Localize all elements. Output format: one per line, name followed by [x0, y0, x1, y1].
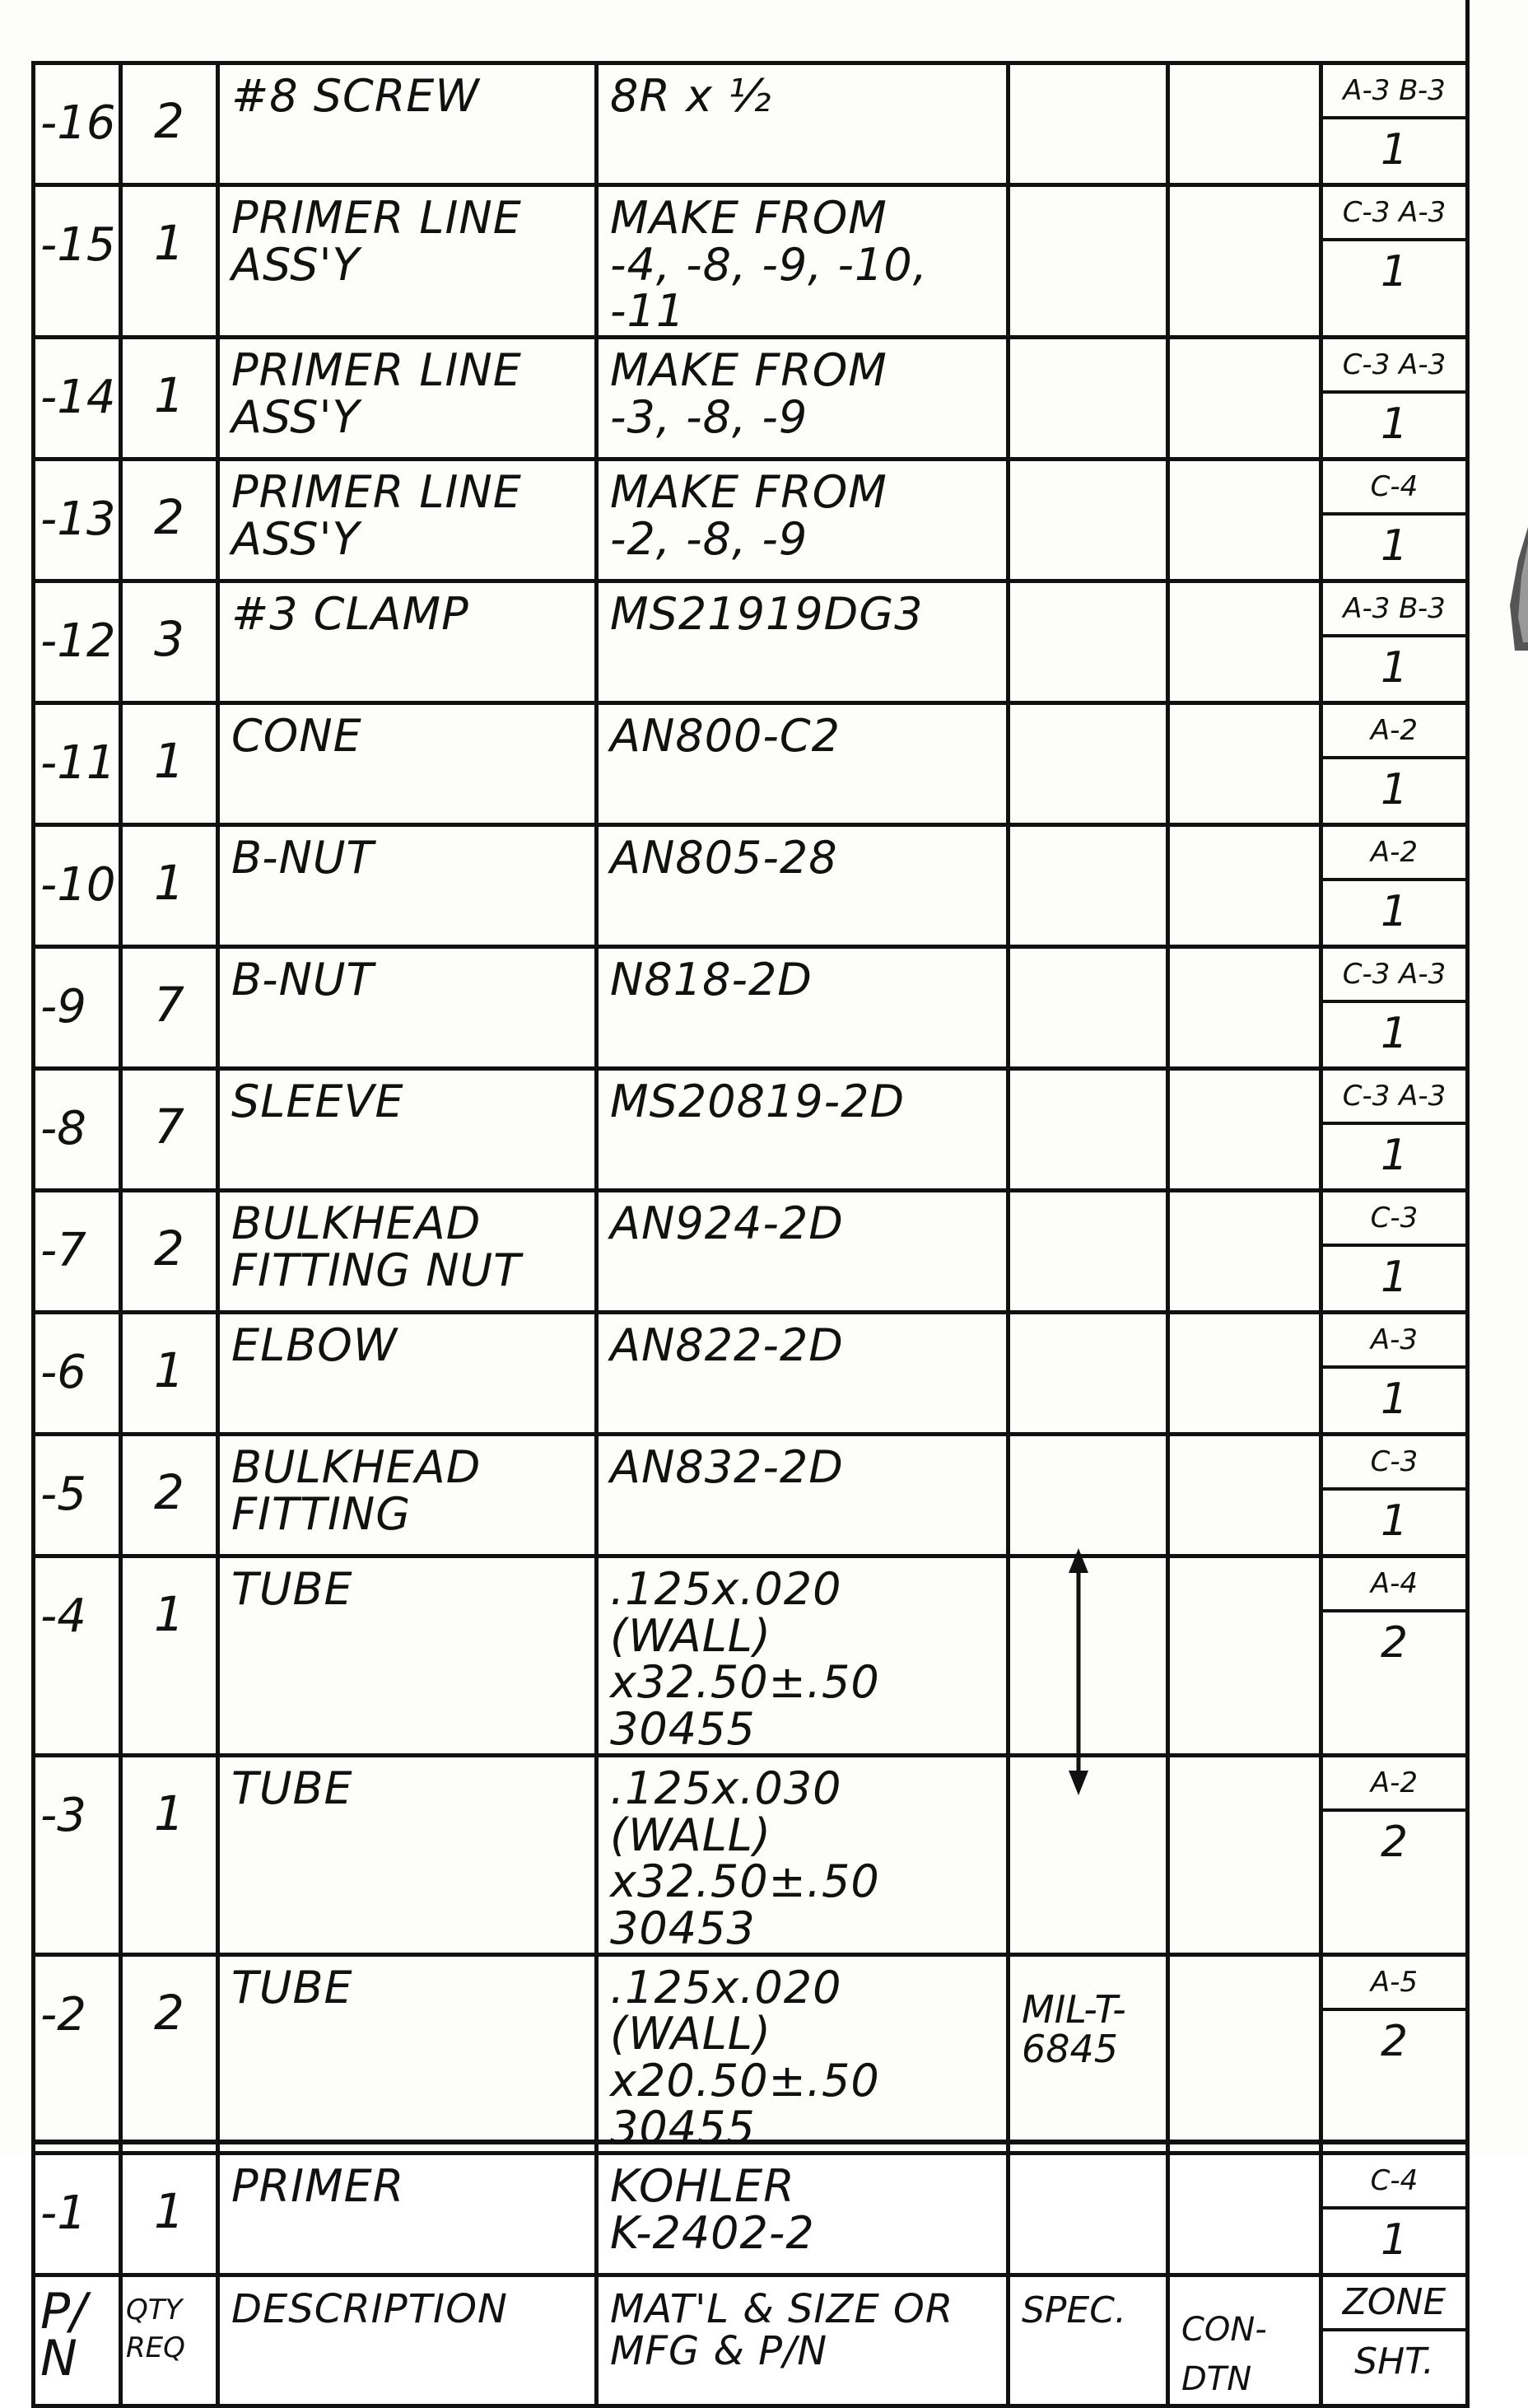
header-sheet-text: SHT.: [1354, 2340, 1434, 2383]
quantity-cell: [121, 581, 218, 703]
quantity-cell-text: 1: [154, 1342, 184, 1399]
spec-cell-text: MIL-T- 6845: [1022, 1986, 1126, 2071]
title-block-border: [31, 2140, 1465, 2159]
description-cell: [218, 1313, 597, 1435]
quantity-cell-text: 1: [154, 367, 184, 424]
description-cell: [218, 1556, 597, 1756]
spec-cell: [1009, 703, 1168, 825]
description-cell: [218, 1191, 597, 1313]
condition-cell-text: [1170, 583, 1319, 591]
part-number-cell: [34, 1954, 121, 2154]
description-cell: [218, 185, 597, 338]
condition-cell: [1168, 460, 1321, 581]
part-number-cell: [34, 1191, 121, 1313]
quantity-cell-text: 2: [154, 1984, 184, 2041]
sheet-text: 1: [1380, 887, 1409, 937]
material-cell-text: AN800-C2: [610, 710, 841, 763]
torn-paper-fragment: [1507, 527, 1528, 651]
table-row: [34, 1755, 1468, 1954]
material-cell: [597, 1435, 1009, 1556]
sheet-text: 1: [1380, 1009, 1409, 1059]
header-condition-text: CON- DTN: [1181, 2311, 1267, 2399]
material-cell: [597, 1313, 1009, 1435]
quantity-cell: [121, 63, 218, 185]
part-number-cell: [34, 1755, 121, 1954]
zone-sheet-cell: [1321, 825, 1468, 947]
spec-cell-text: [1010, 1192, 1166, 1225]
sheet-text: 1: [1380, 1374, 1409, 1425]
sheet-text: 1: [1380, 125, 1409, 175]
description-cell: [218, 581, 597, 703]
spec-cell-text: [1010, 187, 1166, 220]
sheet-text: 1: [1380, 765, 1409, 815]
condition-cell: [1168, 185, 1321, 338]
description-cell: [218, 947, 597, 1069]
quantity-cell-text: 2: [154, 1220, 184, 1277]
condition-cell-text: [1170, 1558, 1319, 1566]
quantity-cell: [121, 2154, 218, 2275]
material-cell: [597, 338, 1009, 460]
zone-sheet-cell: [1321, 1954, 1468, 2154]
zone-text: C-3 A-3: [1323, 339, 1465, 394]
material-cell-text: AN832-2D: [610, 1441, 844, 1494]
sheet-text: 1: [1380, 643, 1409, 693]
table-row: [34, 825, 1468, 947]
zone-text: A-3: [1323, 1314, 1465, 1369]
material-cell: [597, 1556, 1009, 1756]
part-number-cell-text: -4: [40, 1589, 86, 1644]
material-cell: [597, 63, 1009, 185]
part-number-cell-text: -12: [40, 614, 116, 669]
column-header-row: [34, 2275, 1468, 2406]
material-cell-text: AN822-2D: [610, 1319, 844, 1372]
material-cell: [597, 825, 1009, 947]
description-cell: [218, 825, 597, 947]
table-row: [34, 2154, 1468, 2275]
description-cell: [218, 1755, 597, 1954]
spec-cell: [1009, 1069, 1168, 1191]
description-cell-text: PRIMER LINE ASS'Y: [231, 192, 522, 291]
condition-cell: [1168, 2154, 1321, 2275]
sheet-text: 2: [1380, 1817, 1409, 1867]
sheet-text: 1: [1380, 1253, 1409, 1303]
table-row: [34, 1313, 1468, 1435]
zone-text: C-3: [1323, 1436, 1465, 1491]
zone-sheet-cell: [1321, 703, 1468, 825]
material-cell: [597, 947, 1009, 1069]
part-number-cell-text: -6: [40, 1346, 86, 1400]
zone-text: A-2: [1323, 1757, 1465, 1812]
part-number-cell-text: -1: [40, 2186, 86, 2241]
quantity-cell: [121, 338, 218, 460]
material-cell-text: .125x.030 (WALL) x32.50±.50 30453: [610, 1762, 880, 1954]
part-number-cell-text: -5: [40, 1468, 86, 1522]
material-cell: [597, 1069, 1009, 1191]
condition-cell-text: [1170, 1314, 1319, 1323]
condition-cell-text: [1170, 1192, 1319, 1201]
material-cell-text: MAKE FROM -4, -8, -9, -10, -11: [610, 192, 928, 338]
quantity-cell-text: 7: [154, 977, 184, 1034]
sheet-edge-rule: [1465, 0, 1470, 2154]
spec-cell-text: [1010, 461, 1166, 494]
quantity-cell: [121, 703, 218, 825]
spec-cell-text: [1010, 827, 1166, 860]
zone-sheet-cell: [1321, 1556, 1468, 1756]
quantity-cell-text: 2: [154, 489, 184, 546]
part-number-cell-text: -16: [40, 96, 116, 150]
description-cell: [218, 1069, 597, 1191]
spec-cell: [1009, 63, 1168, 185]
zone-sheet-cell: [1321, 338, 1468, 460]
quantity-cell-text: 2: [154, 1464, 184, 1521]
double-arrow-icon: [1062, 1548, 1095, 1795]
material-cell: [597, 703, 1009, 825]
quantity-cell: [121, 1069, 218, 1191]
zone-text: A-3 B-3: [1323, 583, 1465, 637]
description-cell-text: PRIMER LINE ASS'Y: [231, 466, 522, 565]
quantity-cell: [121, 1191, 218, 1313]
header-condition: [1168, 2275, 1321, 2406]
condition-cell: [1168, 1313, 1321, 1435]
quantity-cell: [121, 1435, 218, 1556]
quantity-cell-text: 1: [154, 1586, 184, 1643]
zone-text: C-4: [1323, 461, 1465, 516]
part-number-cell: [34, 1313, 121, 1435]
header-description: [218, 2275, 597, 2406]
table-row: [34, 1954, 1468, 2154]
condition-cell-text: [1170, 1757, 1319, 1766]
condition-cell: [1168, 581, 1321, 703]
condition-cell: [1168, 1435, 1321, 1556]
spec-cell: [1009, 1313, 1168, 1435]
zone-sheet-cell: [1321, 185, 1468, 338]
quantity-cell: [121, 460, 218, 581]
material-cell: [597, 460, 1009, 581]
zone-text: C-4: [1323, 2155, 1465, 2210]
condition-cell-text: [1170, 65, 1319, 73]
header-spec: [1009, 2275, 1168, 2406]
part-number-cell-text: -9: [40, 980, 86, 1034]
condition-cell-text: [1170, 949, 1319, 957]
part-number-cell: [34, 2154, 121, 2275]
material-cell-text: MAKE FROM -2, -8, -9: [610, 466, 887, 565]
header-spec-text: SPEC.: [1022, 2289, 1126, 2332]
table-row: [34, 581, 1468, 703]
part-number-cell-text: -13: [40, 492, 116, 547]
spec-cell-text: [1010, 1314, 1166, 1347]
spec-cell: [1009, 581, 1168, 703]
quantity-cell: [121, 947, 218, 1069]
quantity-cell-text: 2: [154, 93, 184, 149]
description-cell-text: ELBOW: [231, 1319, 398, 1372]
condition-cell-text: [1170, 339, 1319, 348]
spec-cell-text: [1010, 949, 1166, 982]
description-cell-text: CONE: [231, 710, 362, 763]
material-cell: [597, 2154, 1009, 2275]
part-number-cell: [34, 460, 121, 581]
condition-cell-text: [1170, 827, 1319, 835]
sheet-text: 2: [1380, 1618, 1409, 1668]
condition-cell: [1168, 63, 1321, 185]
description-cell: [218, 63, 597, 185]
part-number-cell: [34, 63, 121, 185]
spec-cell-text: [1010, 2155, 1166, 2188]
description-cell-text: #8 SCREW: [231, 70, 480, 122]
header-zone-sheet-cell: [1321, 2275, 1468, 2406]
spec-cell: [1009, 185, 1168, 338]
part-number-cell: [34, 703, 121, 825]
table-row: [34, 1069, 1468, 1191]
spec-cell-text: [1010, 1436, 1166, 1469]
quantity-cell: [121, 1556, 218, 1756]
table-row: [34, 185, 1468, 338]
sheet-text: 1: [1380, 399, 1409, 450]
description-cell: [218, 1954, 597, 2154]
part-number-cell: [34, 1069, 121, 1191]
zone-sheet-cell: [1321, 1435, 1468, 1556]
zone-text: A-3 B-3: [1323, 65, 1465, 119]
quantity-cell: [121, 1755, 218, 1954]
bom-body: [34, 63, 1468, 2406]
part-number-cell: [34, 1556, 121, 1756]
material-cell-text: MAKE FROM -3, -8, -9: [610, 344, 887, 443]
material-cell-text: AN805-28: [610, 832, 838, 884]
material-cell: [597, 185, 1009, 338]
part-number-cell-text: -2: [40, 1987, 86, 2042]
spec-cell-text: [1010, 339, 1166, 372]
description-cell: [218, 338, 597, 460]
table-row: [34, 947, 1468, 1069]
material-cell-text: .125x.020 (WALL) x20.50±.50 30455: [610, 1961, 880, 2154]
material-cell-text: MS20819-2D: [610, 1076, 906, 1128]
quantity-cell: [121, 825, 218, 947]
condition-cell: [1168, 1191, 1321, 1313]
quantity-cell-text: 7: [154, 1099, 184, 1155]
sheet-text: 1: [1380, 1131, 1409, 1181]
table-row: [34, 460, 1468, 581]
part-number-cell: [34, 185, 121, 338]
part-number-cell: [34, 581, 121, 703]
material-cell-text: KOHLER K-2402-2: [610, 2160, 815, 2259]
condition-cell: [1168, 1069, 1321, 1191]
sheet-text: 1: [1380, 1496, 1409, 1547]
quantity-cell-text: 1: [154, 1785, 184, 1841]
condition-cell-text: [1170, 187, 1319, 195]
zone-text: A-5: [1323, 1957, 1465, 2011]
part-number-cell: [34, 947, 121, 1069]
spec-cell: [1009, 1954, 1168, 2154]
description-cell-text: BULKHEAD FITTING NUT: [231, 1197, 522, 1296]
part-number-cell-text: -10: [40, 858, 116, 912]
quantity-cell-text: 1: [154, 2183, 184, 2240]
header-zone-text: ZONE: [1323, 2277, 1465, 2331]
material-cell-text: 8R x ½: [610, 70, 772, 122]
part-number-cell-text: -11: [40, 736, 116, 791]
spec-cell: [1009, 460, 1168, 581]
quantity-cell-text: 1: [154, 855, 184, 912]
part-number-cell-text: -15: [40, 218, 116, 272]
header-part-number: [34, 2275, 121, 2406]
zone-text: A-4: [1323, 1558, 1465, 1612]
description-cell: [218, 460, 597, 581]
part-number-cell-text: -8: [40, 1102, 86, 1156]
material-cell-text: .125x.020 (WALL) x32.50±.50 30455: [610, 1563, 880, 1756]
zone-text: C-3 A-3: [1323, 1071, 1465, 1125]
part-number-cell-text: -3: [40, 1788, 86, 1842]
header-material: [597, 2275, 1009, 2406]
zone-sheet-cell: [1321, 1069, 1468, 1191]
zone-sheet-cell: [1321, 1191, 1468, 1313]
condition-cell-text: [1170, 1436, 1319, 1444]
header-description-text: DESCRIPTION: [231, 2286, 508, 2333]
condition-cell: [1168, 947, 1321, 1069]
condition-cell: [1168, 1755, 1321, 1954]
spec-cell: [1009, 1435, 1168, 1556]
part-number-cell-text: -7: [40, 1224, 86, 1278]
spec-cell-text: [1010, 65, 1166, 98]
header-quantity: [121, 2275, 218, 2406]
condition-cell-text: [1170, 461, 1319, 469]
spec-cell: [1009, 338, 1168, 460]
zone-text: C-3 A-3: [1323, 187, 1465, 241]
zone-sheet-cell: [1321, 63, 1468, 185]
sheet-text: 1: [1380, 247, 1409, 296]
description-cell: [218, 2154, 597, 2275]
condition-cell-text: [1170, 1071, 1319, 1079]
table-row: [34, 63, 1468, 185]
description-cell-text: B-NUT: [231, 954, 375, 1006]
description-cell-text: #3 CLAMP: [231, 588, 469, 641]
part-number-cell: [34, 1435, 121, 1556]
quantity-cell-text: 1: [154, 215, 184, 271]
spec-cell: [1009, 825, 1168, 947]
description-cell-text: TUBE: [231, 1762, 353, 1814]
zone-sheet-cell: [1321, 2154, 1468, 2275]
zone-text: C-3: [1323, 1192, 1465, 1247]
quantity-cell-text: 1: [154, 733, 184, 790]
condition-cell-text: [1170, 1957, 1319, 1965]
description-cell-text: PRIMER: [231, 2160, 405, 2213]
zone-sheet-cell: [1321, 1755, 1468, 1954]
part-number-cell: [34, 338, 121, 460]
material-cell: [597, 1191, 1009, 1313]
zone-text: C-3 A-3: [1323, 949, 1465, 1003]
description-cell: [218, 1435, 597, 1556]
header-material-text: MAT'L & SIZE OR MFG & P/N: [610, 2286, 954, 2374]
spec-cell-text: [1010, 583, 1166, 616]
condition-cell: [1168, 1556, 1321, 1756]
material-cell: [597, 581, 1009, 703]
quantity-cell: [121, 185, 218, 338]
sheet-text: 2: [1380, 2016, 1409, 2066]
material-cell-text: N818-2D: [610, 954, 813, 1006]
spec-cell-text: [1010, 705, 1166, 738]
table-row: [34, 703, 1468, 825]
description-cell: [218, 703, 597, 825]
condition-cell: [1168, 338, 1321, 460]
material-cell: [597, 1755, 1009, 1954]
table-row: [34, 338, 1468, 460]
condition-cell: [1168, 703, 1321, 825]
condition-cell-text: [1170, 705, 1319, 713]
header-quantity-text: QTY REQ: [126, 2294, 185, 2365]
spec-cell: [1009, 947, 1168, 1069]
material-cell-text: MS21919DG3: [610, 588, 924, 641]
quantity-cell-text: 3: [154, 611, 184, 668]
description-cell-text: B-NUT: [231, 832, 375, 884]
condition-cell: [1168, 1954, 1321, 2154]
material-cell-text: AN924-2D: [610, 1197, 844, 1250]
sheet-text: 1: [1380, 2215, 1409, 2266]
condition-cell: [1168, 825, 1321, 947]
spec-cell: [1009, 2154, 1168, 2275]
zone-sheet-cell: [1321, 460, 1468, 581]
sheet-text: 1: [1380, 521, 1409, 572]
part-number-cell-text: -14: [40, 371, 116, 425]
bill-of-materials-table: [31, 61, 1470, 2408]
description-cell-text: TUBE: [231, 1563, 353, 1616]
zone-text: A-2: [1323, 705, 1465, 759]
material-cell: [597, 1954, 1009, 2154]
part-number-cell: [34, 825, 121, 947]
table-row: [34, 1435, 1468, 1556]
header-part-number-text: P/ N: [40, 2283, 87, 2388]
description-cell-text: PRIMER LINE ASS'Y: [231, 344, 522, 443]
spec-cell-text: [1010, 1071, 1166, 1104]
table-row: [34, 1191, 1468, 1313]
zone-sheet-cell: [1321, 947, 1468, 1069]
quantity-cell: [121, 1313, 218, 1435]
description-cell-text: TUBE: [231, 1961, 353, 2014]
zone-text: A-2: [1323, 827, 1465, 881]
quantity-cell: [121, 1954, 218, 2154]
description-cell-text: SLEEVE: [231, 1076, 404, 1128]
zone-sheet-cell: [1321, 581, 1468, 703]
table-row: [34, 1556, 1468, 1756]
zone-sheet-cell: [1321, 1313, 1468, 1435]
spec-cell: [1009, 1191, 1168, 1313]
description-cell-text: BULKHEAD FITTING: [231, 1441, 482, 1540]
